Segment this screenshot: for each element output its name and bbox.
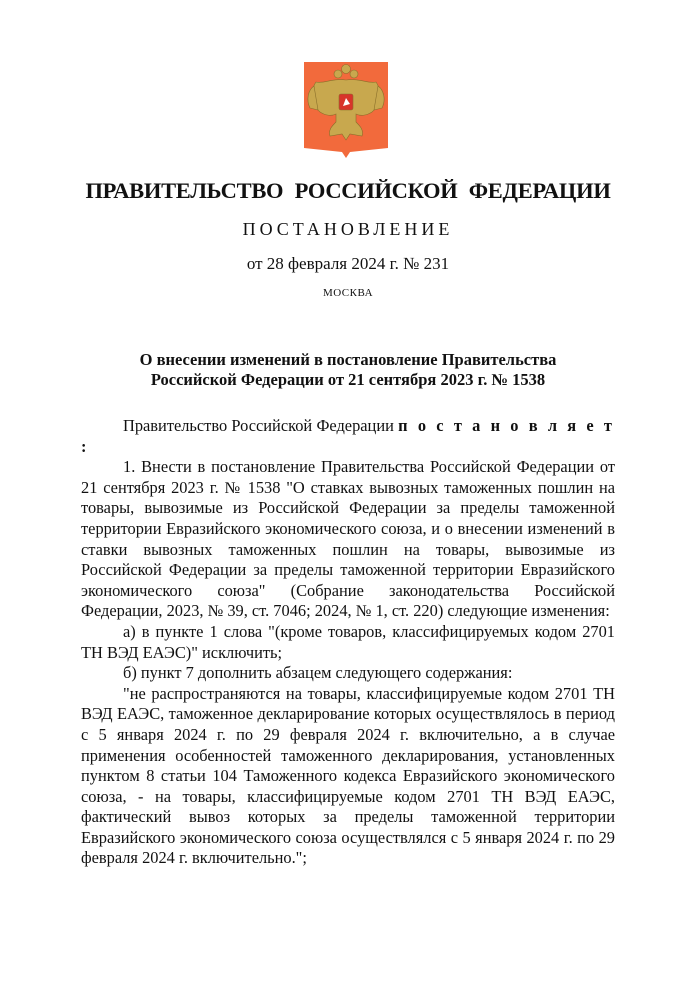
item-b-paragraph: б) пункт 7 дополнить абзацем следующего содержания: <box>123 663 513 683</box>
coat-of-arms-emblem <box>302 60 390 160</box>
item-1-paragraph: 1. Внести в постановление Правительства Российской Федерации от 21 сентября 2023 г. № 1538 "О ставках вывозных таможенных пошлин на товары, вывозимые из Российской Федерации за пределы таможенной территории Евразийского экономического союза, и о внесении изменений в ставки вывозных таможенных пошлин на товары, вывозимые из Российской Федерации за пределы таможенной территории Евразийского экономического союза" (Собрание законодательства Российской Федерации, 2023, № 39, ст. 7046; 2024, № 1, ст. 220) следующие изменения: <box>81 457 615 621</box>
intro-paragraph <box>81 416 615 457</box>
intro-text: Правительство Российской Федерации <box>123 416 394 435</box>
title-line-2: Российской Федерации от 21 сентября 2023 г. № 1538 <box>150 370 546 389</box>
title-line-1: О внесении изменений в постановление Правительства <box>139 350 557 369</box>
document-city: МОСКВА <box>322 287 374 299</box>
quote-paragraph: "не распространяются на товары, классифицируемые кодом 2701 ТН ВЭД ЕАЭС, таможенное декларирование которых осуществлялось в период с 5 января 2024 г. по 29 февраля 2024 г. включительно, а в случае применения особенностей таможенного декларирования, установленных пунктом 8 статьи 104 Таможенного кодекса Евразийского экономического союза, - на товары, классифицируемые кодом 2701 ТН ВЭД ЕАЭС, фактический вывоз которых за пределы таможенной территории Евразийского экономического союза осуществлялся с 5 января 2024 г. по 29 февраля 2024 г. включительно."; <box>81 683 615 868</box>
document-date-number: от 28 февраля 2024 г. № 231 <box>246 254 450 273</box>
document-title <box>0 350 696 390</box>
document-type: ПОСТАНОВЛЕНИЕ <box>242 219 454 239</box>
item-a-paragraph: а) в пункте 1 слова "(кроме товаров, классифицируемых кодом 2701 ТН ВЭД ЕАЭС)" исключить; <box>81 621 615 662</box>
decrees-word: п о с т а н о в л я е т : <box>81 416 615 456</box>
document-body <box>81 416 615 869</box>
government-name: ПРАВИТЕЛЬСТВО РОССИЙСКОЙ ФЕДЕРАЦИИ <box>85 178 611 203</box>
